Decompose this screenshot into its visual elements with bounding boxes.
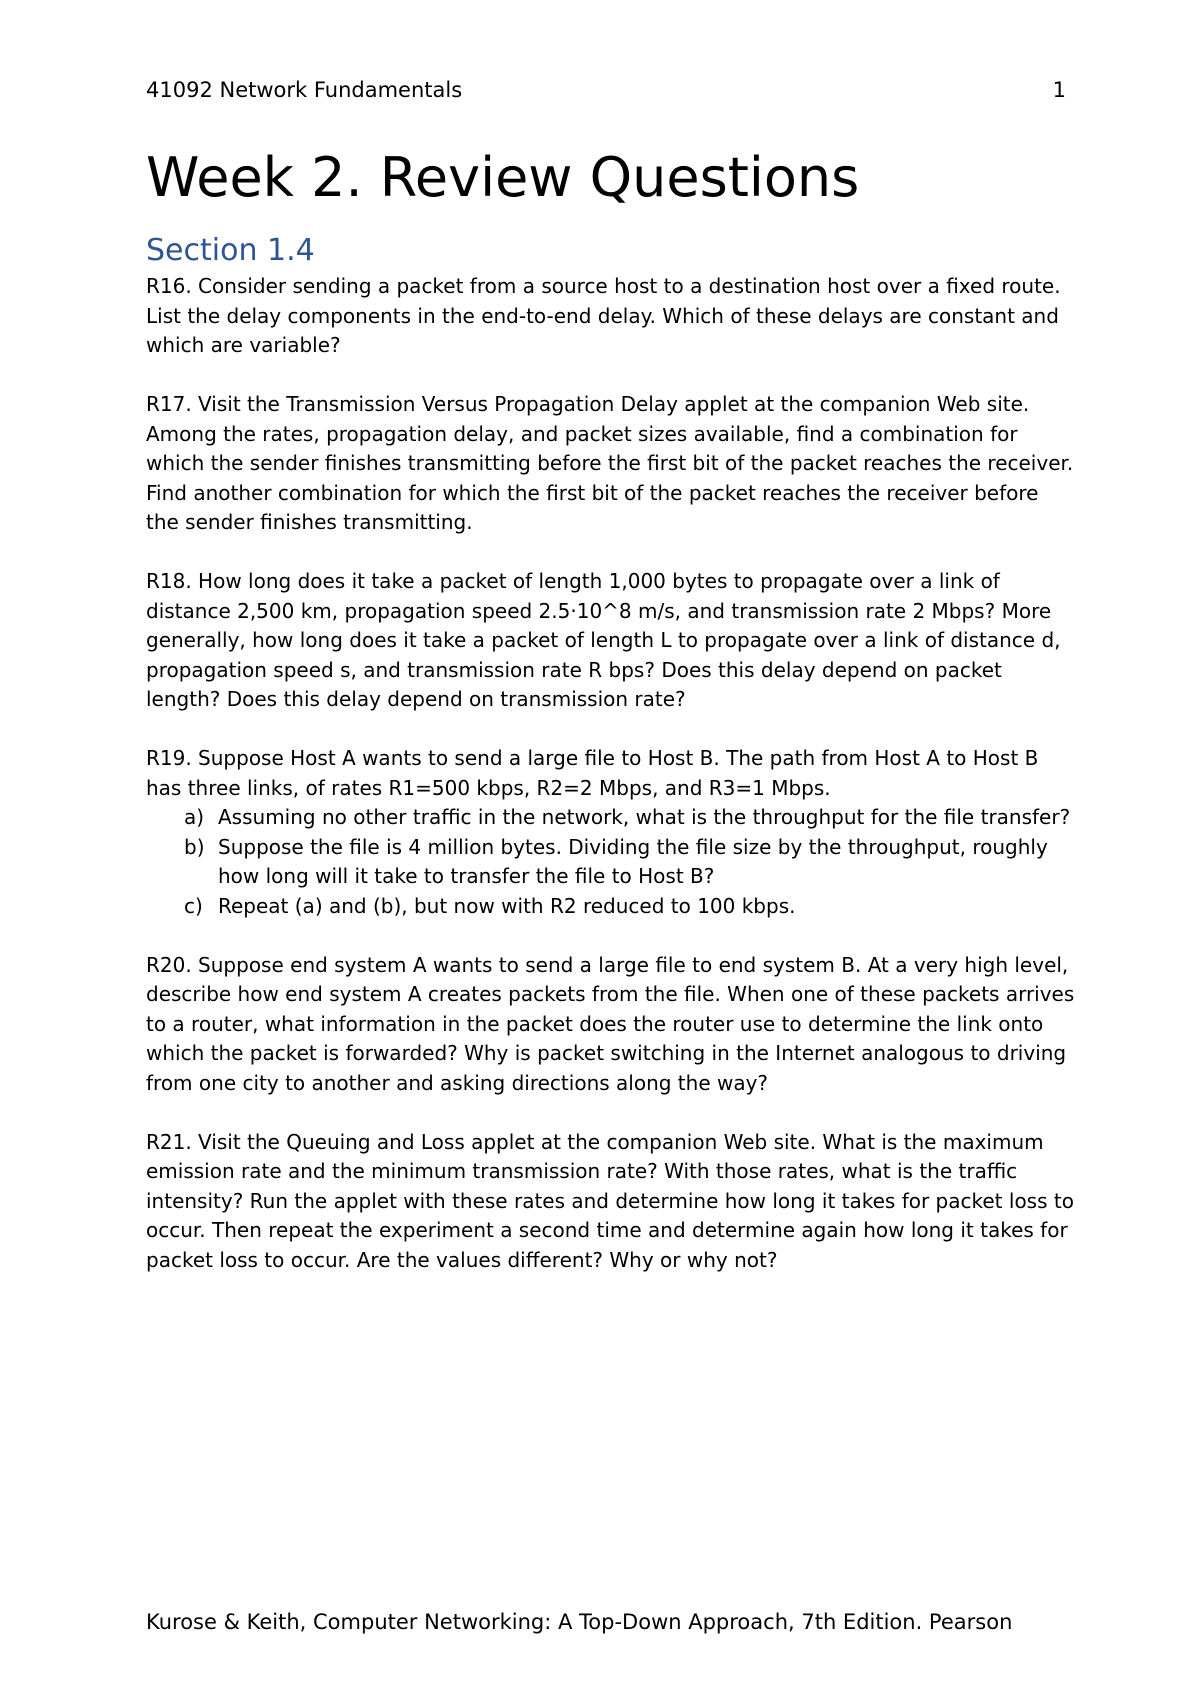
list-marker: c) bbox=[184, 893, 203, 918]
question-r18: R18. How long does it take a packet of length 1,000 bytes to propagate over a link of distance 2,500 km, propagation speed 2.5·10^8 m/s, and transmission rate 2 Mbps? More generally, how long does it take a packet of length L to propagate over a link of distance d, propagation speed s, and transmission rate R bps? Does this delay depend on packet length? Does this delay depend on transmission rate? bbox=[146, 569, 1061, 711]
page-footer bbox=[146, 1608, 1012, 1636]
list-marker: b) bbox=[184, 834, 205, 859]
header-page-number: 1 bbox=[1052, 78, 1066, 102]
list-item-text: Assuming no other traffic in the network, what is the throughput for the file transfer? bbox=[218, 805, 1071, 829]
section-heading: Section 1.4 bbox=[146, 233, 315, 268]
question-r20: R20. Suppose end system A wants to send a large file to end system B. At a very high level, describe how end system A creates packets from the file. When one of these packets arrives to a router, what information in the packet does the router use to determine the link onto which the packet is forwarded? Why is packet switching in the Internet analogous to driving from one city to another and asking directions along the way? bbox=[146, 952, 1075, 1095]
page-header bbox=[146, 76, 1066, 104]
list-marker: a) bbox=[184, 805, 205, 829]
page-title: Week 2. Review Questions bbox=[146, 146, 860, 209]
header-course-title: 41092 Network Fundamentals bbox=[146, 78, 463, 102]
document-body bbox=[146, 144, 1076, 1305]
list-item bbox=[146, 803, 1076, 833]
footer-citation: Kurose & Keith, Computer Networking: A Top-Down Approach, 7th Edition. Pearson bbox=[146, 1610, 1013, 1634]
question-r19 bbox=[146, 744, 1076, 921]
question-r19-subparts bbox=[146, 803, 1076, 921]
question-r19-intro: R19. Suppose Host A wants to send a large file to Host B. The path from Host A to Host B has three links, of rates R1=500 kbps, R2=2 Mbps, and R3=1 Mbps. bbox=[146, 746, 1039, 800]
question-r16: R16. Consider sending a packet from a source host to a destination host over a fixed route. List the delay components in the end-to-end delay. Which of these delays are constant and which are variable? bbox=[146, 274, 1061, 357]
list-item-text: Suppose the file is 4 million bytes. Dividing the file size by the throughput, roughly how long will it take to transfer the file to Host B? bbox=[218, 834, 1048, 888]
list-item bbox=[146, 892, 1076, 922]
list-item-text: Repeat (a) and (b), but now with R2 reduced to 100 kbps. bbox=[218, 893, 796, 918]
list-item bbox=[146, 833, 1076, 892]
question-r17: R17. Visit the Transmission Versus Propagation Delay applet at the companion Web site. Among the rates, propagation delay, and packet sizes available, find a combination for which the sender finishes transmitting before the first bit of the packet reaches the receiver. Find another combination for which the first bit of the packet reaches the receiver before the sender finishes transmitting. bbox=[146, 392, 1074, 534]
question-r21: R21. Visit the Queuing and Loss applet at the companion Web site. What is the maximum emission rate and the minimum transmission rate? With those rates, what is the traffic intensity? Run the applet with these rates and determine how long it takes for packet loss to occur. Then repeat the experiment a second time and determine again how long it takes for packet loss to occur. Are the values different? Why or why not? bbox=[146, 1129, 1074, 1272]
